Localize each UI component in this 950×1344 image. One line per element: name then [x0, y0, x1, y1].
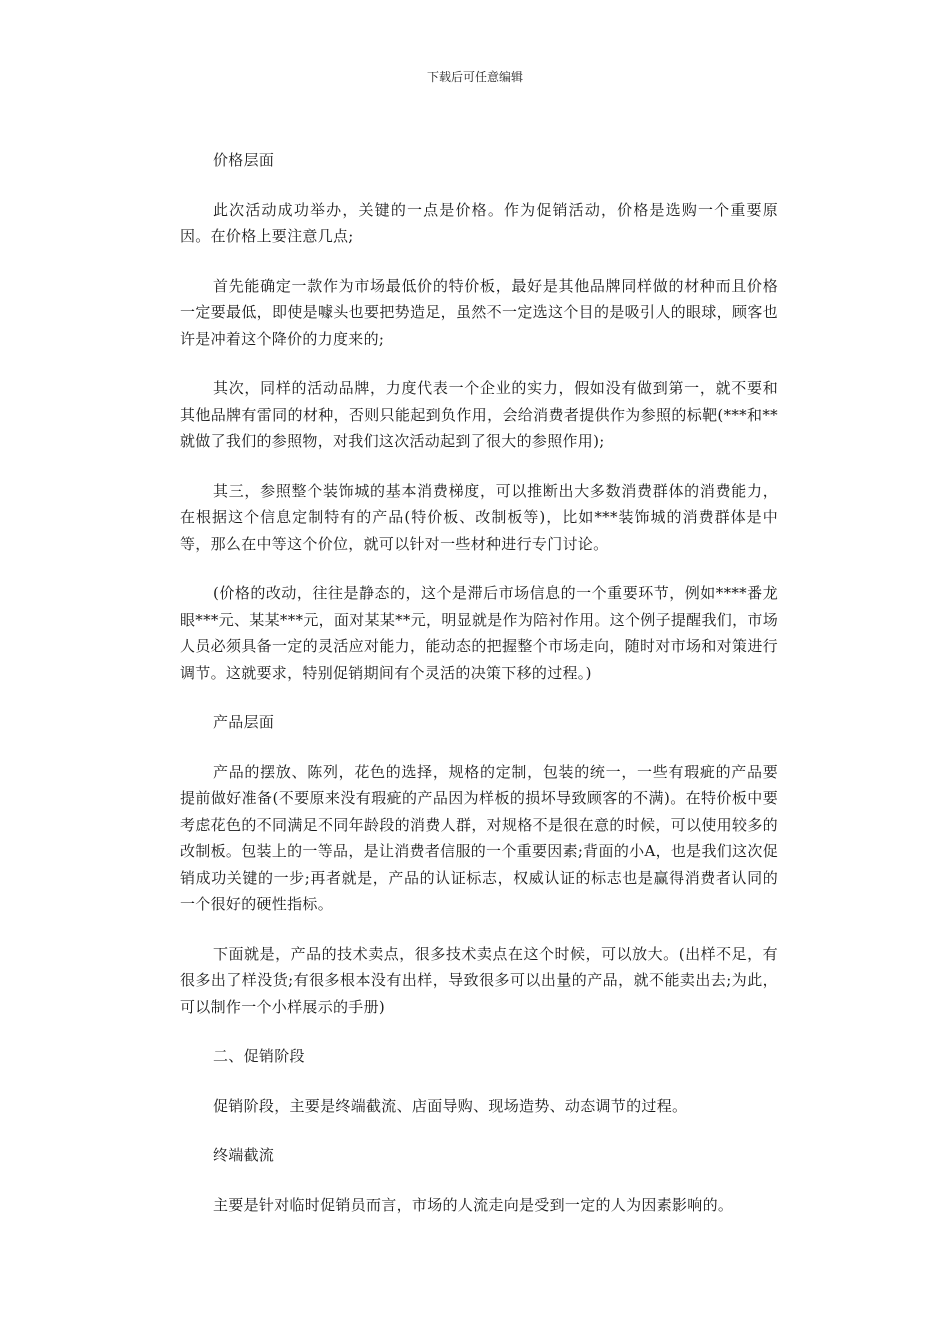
- section-heading-promotion-stage: 二、促销阶段: [213, 1047, 305, 1065]
- paragraph-product-display: 产品的摆放、陈列，花色的选择，规格的定制，包装的统一，一些有瑕疵的产品要提前做好准备(不要原来没有瑕疵的产品因为样板的损坏导致顾客的不满)。在特价板中要考虑花色的不同满足不同年龄段的消费人群，对规格不是很在意的时候，可以使用较多的改制板。包装上的一等品，是让消费者信服的一个重要因素;背面的小A，也是我们这次促销成功关键的一步;再者就是，产品的认证标志，权威认证的标志也是赢得消费者认同的一个很好的硬性指标。: [180, 762, 778, 913]
- paragraph-price-third: 其三，参照整个装饰城的基本消费梯度，可以推断出大多数消费群体的消费能力，在根据这个信息定制特有的产品(特价板、改制板等)，比如***装饰城的消费群体是中等，那么在中等这个价位，就可以针对一些材种进行专门讨论。: [180, 481, 778, 553]
- document-body: [180, 147, 778, 1241]
- paragraph-terminal-interception: 主要是针对临时促销员而言，市场的人流走向是受到一定的人为因素影响的。: [213, 1195, 734, 1214]
- paragraph-price-first: 首先能确定一款作为市场最低价的特价板，最好是其他品牌同样做的材种而且价格一定要最低，即使是噱头也要把势造足，虽然不一定选这个目的是吸引人的眼球，顾客也许是冲着这个降价的力度来的;: [180, 276, 778, 348]
- paragraph-price-note: (价格的改动，往往是静态的，这个是滞后市场信息的一个重要环节，例如****番龙眼***元、某某***元，面对某某**元，明显就是作为陪衬作用。这个例子提醒我们，市场人员必须具备一定的灵活应对能力，能动态的把握整个市场走向，随时对市场和对策进行调节。这就要求，特别促销期间有个灵活的决策下移的过程。): [180, 584, 778, 682]
- section-heading-product: 产品层面: [213, 713, 275, 731]
- paragraph-product-selling-points: 下面就是，产品的技术卖点，很多技术卖点在这个时候，可以放大。(出样不足，有很多出了样没货;有很多根本没有出样，导致很多可以出量的产品，就不能卖出去;为此，可以制作一个小样展示的手册): [180, 944, 778, 1016]
- page-header: 下载后可任意编辑: [426, 70, 523, 84]
- section-heading-terminal-interception: 终端截流: [213, 1146, 275, 1164]
- paragraph-promotion-stage: 促销阶段，主要是终端截流、店面导购、现场造势、动态调节的过程。: [213, 1096, 688, 1115]
- paragraph-price-intro: 此次活动成功举办，关键的一点是价格。作为促销活动，价格是选购一个重要原因。在价格上要注意几点;: [180, 200, 778, 245]
- section-heading-price: 价格层面: [213, 151, 275, 169]
- paragraph-price-second: 其次，同样的活动品牌，力度代表一个企业的实力，假如没有做到第一，就不要和其他品牌有雷同的材种，否则只能起到负作用，会给消费者提供作为参照的标靶(***和**就做了我们的参照物，对我们这次活动起到了很大的参照作用);: [180, 379, 778, 450]
